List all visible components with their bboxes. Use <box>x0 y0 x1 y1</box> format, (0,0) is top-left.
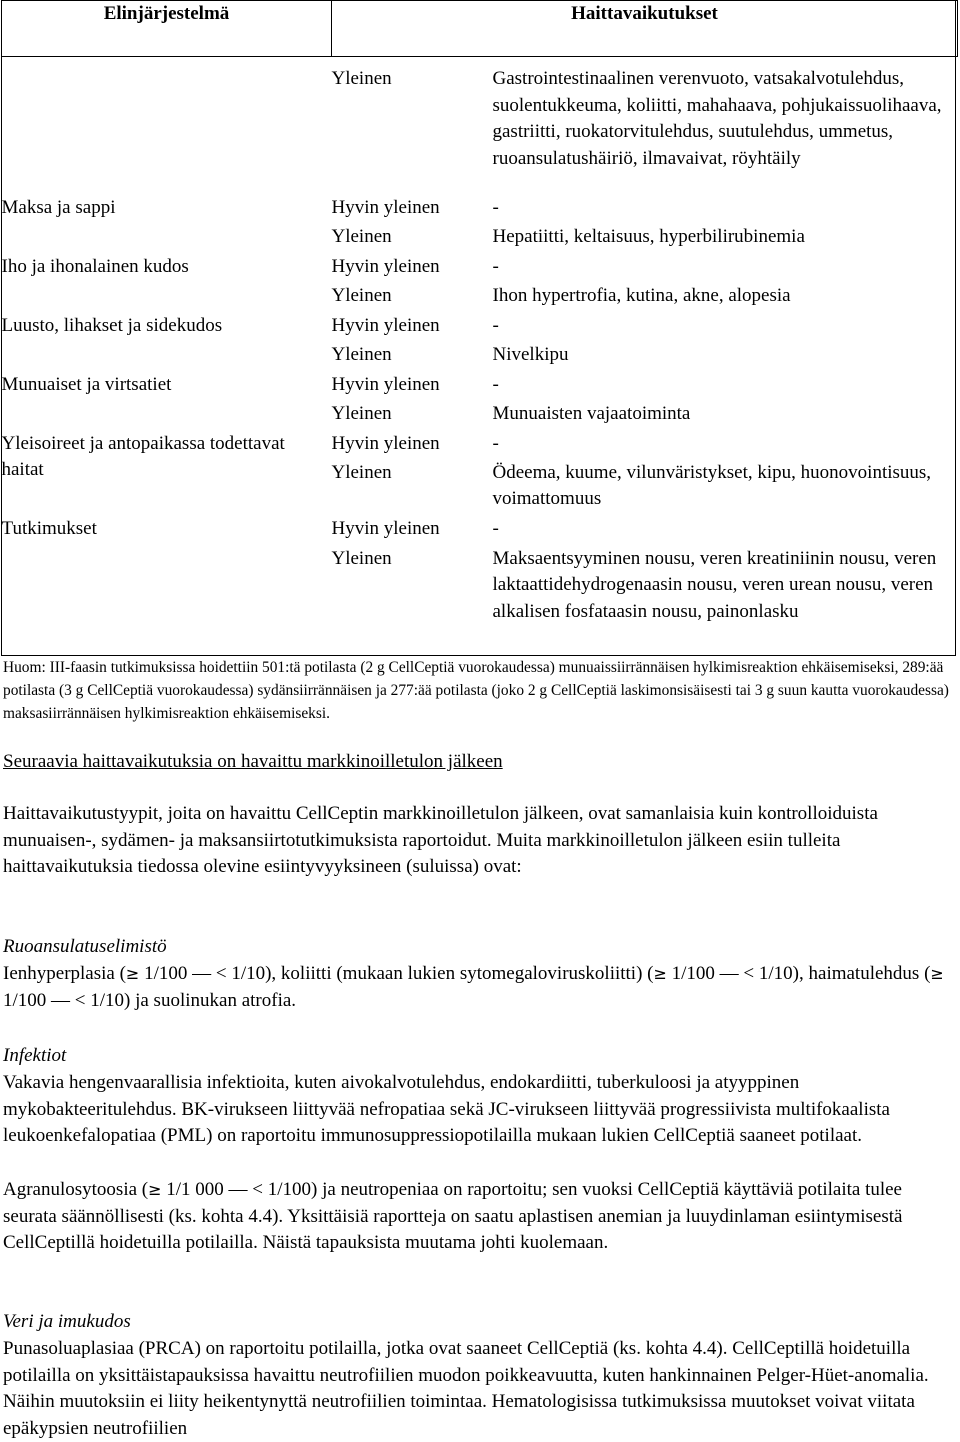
frequency-cell: Yleinen <box>331 547 392 569</box>
frequency-cell: Hyvin yleinen <box>331 373 440 395</box>
organ-cell: Munuaiset ja virtsatiet <box>1 373 172 395</box>
header-organ-system: Elinjärjestelmä <box>2 1 332 57</box>
effect-cell: - <box>492 314 499 336</box>
frequency-cell: Yleinen <box>331 402 392 424</box>
greater-equal-symbol: ≥ <box>930 964 944 983</box>
effect-cell: - <box>492 517 499 539</box>
organ-cell <box>2 224 332 254</box>
organ-cell: Luusto, lihakset ja sidekudos <box>1 314 223 336</box>
adverse-effects-table <box>1 0 958 650</box>
frequency-cell: Hyvin yleinen <box>331 314 440 336</box>
table-row <box>2 195 958 224</box>
organ-cell <box>2 342 332 372</box>
effect-cell: Nivelkipu <box>492 343 569 365</box>
agranulocytosis-paragraph: Agranulosytoosia (≥ 1/1 000 — < 1/100) ja neutropeniaa on raportoitu; sen vuoksi CellCeptiä käyttäviä potilaita tulee seurata säännöllisesti (ks. kohta 4.4). Yksittäisiä raportteja on saatu aplastisen anemian ja luuydinlaman esiintymisestä CellCeptillä hoidetuilla potilailla. Näistä tapauksista muutama johti kuolemaan. <box>3 1179 903 1254</box>
effect-cell: - <box>492 196 499 218</box>
table-row <box>2 431 958 460</box>
infections-paragraph: Vakavia hengenvaarallisia infektioita, kuten aivokalvotulehdus, endokardiitti, tuberkuloosi ja atyyppinen mykobakteeritulehdus. BK-virukseen liittyvää nefropatiaa sekä JC-virukseen liittyvää progressiivista multifokaalista leukoenkefalopatiaa (PML) on raportoitu immunosuppressiopotilailla mukaan lukien CellCeptiä saaneet potilaat. <box>3 1072 890 1147</box>
frequency-cell: Yleinen <box>331 225 392 247</box>
study-note: Huom: III-faasin tutkimuksissa hoidettiin 501:tä potilasta (2 g CellCeptiä vuorokaudessa) munuaissiirrännäisen hylkimisreaktion ehkäisemiseksi, 289:ää potilasta (3 g CellCeptiä vuorokaudessa) sydänsiirrännäisen ja 277:ää potilasta (joko 2 g CellCeptiä laskimonsisäisesti tai 3 g suun kautta vuorokaudessa) maksasiirrännäisen hylkimisreaktion ehkäisemiseksi. <box>3 659 949 722</box>
gi-paragraph: Ienhyperplasia (≥ 1/100 — < 1/10), koliitti (mukaan lukien sytomegaloviruskoliitti) (≥ 1/100 — < 1/10), haimatulehdus (≥ 1/100 — < 1/10) ja suolinukan atrofia. <box>3 963 944 1011</box>
table-row <box>2 283 958 313</box>
blood-paragraph: Punasoluaplasiaa (PRCA) on raportoitu potilailla, jotka ovat saaneet CellCeptiä (ks. kohta 4.4). CellCeptillä hoidetuilla potilailla on yksittäistapauksissa havaittu neutrofiilien muodon poikkeavuutta, kuten hankinnainen Pelger-Hüet-anomalia. Näihin muutoksiin ei liity heikentynyttä neutrofiilien toimintaa. Hematologisissa tutkimuksissa muutokset voivat viitata epäkypsien neutrofiilien <box>3 1338 929 1439</box>
effect-cell: Maksaentsyyminen nousu, veren kreatiniinin nousu, veren laktaattidehydrogenaasin nousu, veren urean nousu, veren alkalisen fosfataasin nousu, painonlasku <box>492 547 937 622</box>
greater-equal-symbol: ≥ <box>653 964 667 983</box>
table-row <box>2 401 958 431</box>
effect-cell: Munuaisten vajaatoiminta <box>492 402 691 424</box>
organ-cell: Iho ja ihonalainen kudos <box>1 255 189 277</box>
frequency-cell: Hyvin yleinen <box>331 432 440 454</box>
frequency-cell: Hyvin yleinen <box>331 255 440 277</box>
table-header-row <box>2 1 958 57</box>
organ-cell: Tutkimukset <box>1 517 97 539</box>
table-row <box>2 342 958 372</box>
table-row <box>2 516 958 546</box>
frequency-cell: Yleinen <box>331 284 392 306</box>
header-adverse-effects: Haittavaikutukset <box>332 1 958 57</box>
infections-heading: Infektiot <box>3 1045 67 1066</box>
effect-cell: Ihon hypertrofia, kutina, akne, alopesia <box>492 284 791 306</box>
table-row <box>2 254 958 283</box>
organ-cell: Yleisoireet ja antopaikassa todettavat haitat <box>1 432 285 480</box>
frequency-cell: Hyvin yleinen <box>331 196 440 218</box>
organ-cell <box>2 57 332 195</box>
greater-equal-symbol: ≥ <box>148 1180 162 1199</box>
frequency-cell: Yleinen <box>331 343 392 365</box>
greater-equal-symbol: ≥ <box>125 964 140 983</box>
table-row <box>2 313 958 342</box>
organ-cell <box>2 546 332 650</box>
postmarketing-section-title: Seuraavia haittavaikutuksia on havaittu markkinoilletulon jälkeen <box>3 751 503 772</box>
gi-heading: Ruoansulatuselimistö <box>3 936 167 957</box>
organ-cell <box>2 283 332 313</box>
effect-cell: Gastrointestinaalinen verenvuoto, vatsakalvotulehdus, suolentukkeuma, koliitti, mahahaava, pohjukaissuolihaava, gastriitti, ruokatorvitulehdus, suutulehdus, ummetus, ruoansulatushäiriö, ilmavaivat, röyhtäily <box>492 68 942 169</box>
blood-heading: Veri ja imukudos <box>3 1311 131 1332</box>
effect-cell: - <box>492 373 499 395</box>
organ-cell <box>2 401 332 431</box>
effect-cell: - <box>492 255 499 277</box>
table-row <box>2 224 958 254</box>
postmarketing-intro: Haittavaikutustyypit, joita on havaittu CellCeptin markkinoilletulon jälkeen, ovat samanlaisia kuin kontrolloiduista munuaisen-, sydämen- ja maksansiirtotutkimuksista raportoidut. Muita markkinoilletulon jälkeen esiin tulleita haittavaikutuksia tiedossa olevine esiintyvyyksineen (suluissa) ovat: <box>3 803 878 878</box>
table-row <box>2 372 958 401</box>
effect-cell: Ödeema, kuume, vilunväristykset, kipu, huonovointisuus, voimattomuus <box>492 461 932 509</box>
table-row <box>2 57 958 195</box>
frequency-cell: Yleinen <box>331 68 392 89</box>
frequency-cell: Yleinen <box>331 461 392 483</box>
table-row <box>2 546 958 650</box>
frequency-cell: Hyvin yleinen <box>331 517 440 539</box>
effect-cell: - <box>492 432 499 454</box>
organ-cell: Maksa ja sappi <box>1 196 116 218</box>
effect-cell: Hepatiitti, keltaisuus, hyperbilirubinemia <box>492 225 805 247</box>
